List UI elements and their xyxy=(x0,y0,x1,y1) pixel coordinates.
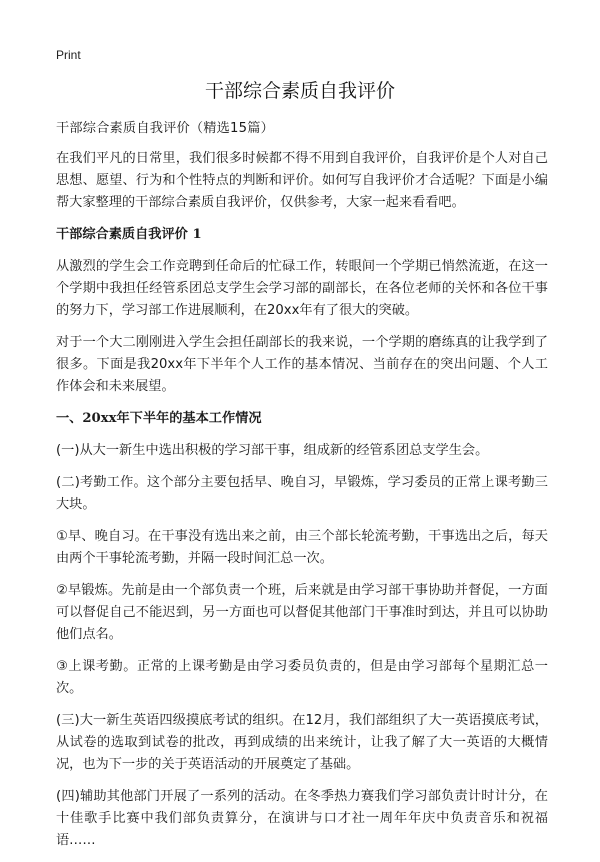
list-item: (四)辅助其他部门开展了一系列的活动。在冬季热力赛我们学习部负责计时计分，在十佳歌手比赛中我们部负责算分，在演讲与口才社一周年年庆中负责音乐和祝福语…… xyxy=(56,789,548,848)
list-item: (一)从大一新生中选出积极的学习部干事，组成新的经管系团总支学生会。 xyxy=(56,443,489,458)
section-paragraph: 从激烈的学生会工作竞聘到任命后的忙碌工作，转眼间一个学期已悄然流逝，在这一个学期中我担任经管系团总支学生会学习部的副部长，在各位老师的关怀和各位干事的努力下，学习部工作进展顺利，在20xx年有了很大的突破。 xyxy=(56,259,548,318)
part-heading: 一、20xx年下半年的基本工作情况 xyxy=(56,411,262,426)
list-item: ①早、晚自习。在干事没有选出来之前，由三个部长轮流考勤，干事选出之后，每天由两个干事轮流考勤，并隔一段时间汇总一次。 xyxy=(56,529,548,566)
section-heading: 干部综合素质自我评价 1 xyxy=(56,227,202,242)
list-item: ②早锻炼。先前是由一个部负责一个班，后来就是由学习部干事协助并督促，一方面可以督促自己不能迟到，另一方面也可以督促其他部门干事准时到达，并且可以协助他们点名。 xyxy=(56,583,548,642)
page-title: 干部综合素质自我评价 xyxy=(204,80,395,102)
intro-paragraph: 在我们平凡的日常里，我们很多时候都不得不用到自我评价，自我评价是个人对自己思想、愿望、行为和个性特点的判断和评价。如何写自我评价才合适呢？下面是小编帮大家整理的干部综合素质自我评价，仅供参考，大家一起来看看吧。 xyxy=(56,151,548,210)
print-link[interactable]: Print xyxy=(56,48,81,62)
section-paragraph: 对于一个大二刚刚进入学生会担任副部长的我来说，一个学期的磨练真的让我学到了很多。下面是我20xx年下半年个人工作的基本情况、当前存在的突出问题、个人工作体会和未来展望。 xyxy=(56,335,548,394)
document-body xyxy=(56,118,548,862)
document-subtitle: 干部综合素质自我评价（精选15篇） xyxy=(56,121,274,136)
list-item: ③上课考勤。正常的上课考勤是由学习委员负责的，但是由学习部每个星期汇总一次。 xyxy=(56,659,548,696)
list-item: (三)大一新生英语四级摸底考试的组织。在12月，我们部组织了大一英语摸底考试，从试卷的选取到试卷的批改，再到成绩的出来统计，让我了解了大一英语的大概情况，也为下一步的关于英语活动的开展奠定了基础。 xyxy=(56,713,548,772)
list-item: (二)考勤工作。这个部分主要包括早、晚自习，早锻炼，学习委员的正常上课考勤三大块。 xyxy=(56,475,548,512)
